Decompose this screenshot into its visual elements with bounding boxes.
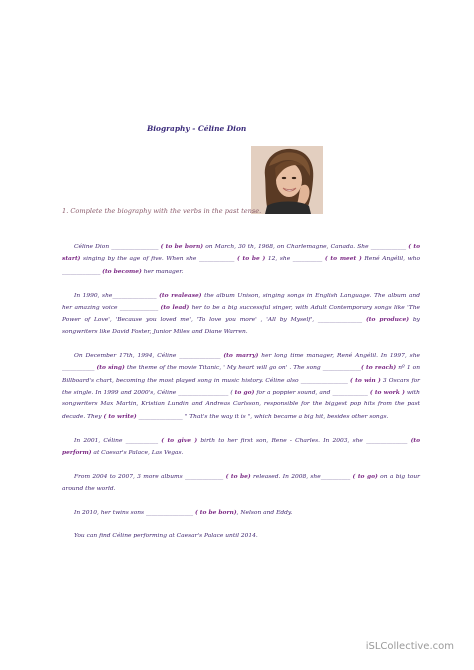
paragraph-text: the album Unison, singing songs in English Language. The album and her amazing voice _____________ — [62, 292, 420, 312]
verb-prompt: (to become) — [102, 267, 142, 275]
verb-prompt: ( to be ) — [236, 255, 266, 263]
paragraph-text: her manager. — [141, 268, 184, 275]
verb-prompt: ( to give ) — [161, 436, 198, 444]
verb-prompt: ( to reach) — [361, 364, 397, 372]
paragraph-text: the theme of the movie Titanic, ' My heart will go on' . The song _____________ — [124, 365, 362, 372]
worksheet-title: Biography - Céline Dion — [147, 124, 247, 133]
verb-prompt: (to sing) — [96, 364, 125, 372]
paragraph-text: nº 1 on Billboard's chart, becoming the most played song in music history. Céline also ________________ — [62, 365, 420, 384]
paragraph-text: From 2004 to 2007, 3 more albums _____________ — [74, 474, 226, 481]
verb-prompt: ( to meet ) — [324, 255, 362, 263]
verb-prompt: to go) — [234, 388, 255, 396]
biography-text — [62, 241, 420, 555]
biography-paragraph — [62, 507, 420, 519]
paragraph-text: You can find Céline performing at Caesar's Palace until 2014. — [74, 533, 258, 540]
paragraph-text: 12, she __________ — [265, 256, 325, 263]
biography-paragraph — [62, 471, 420, 495]
paragraph-text: on a big tour around the world. — [62, 474, 420, 492]
paragraph-text: In 1990, she_______________ — [74, 292, 160, 299]
paragraph-text: for a poppier sound, and ____________ — [254, 389, 370, 396]
paragraph-text: singing by the age of five. When she ____________ — [80, 256, 237, 263]
paragraph-text: with songwriters Max Martin, Kristian Lundin and Andreas Carlsson, responsible for the biggest pop hits from the past decade. They — [62, 389, 420, 420]
verb-prompt: (to lead) — [160, 304, 190, 312]
paragraph-text: _______________ " That's the way it is ", which became a big hit, besides other songs. — [136, 413, 389, 420]
biography-paragraph — [62, 435, 420, 460]
paragraph-text: her long time manager, René Angélil. In 1997, she ___________ — [62, 353, 420, 372]
paragraph-text: her to be a big successful singer, with Adult Contemporary songs like 'The Power of Love', 'Because you loved me', 'To love you more' , 'All by Myself', _______________ — [62, 305, 420, 324]
portrait-image — [251, 146, 323, 214]
verb-prompt: ( to work ) — [369, 388, 405, 396]
verb-prompt: ( to write) — [103, 412, 137, 420]
verb-prompt: (to perform) — [62, 436, 420, 457]
verb-prompt: ( to go) — [352, 473, 378, 481]
biography-paragraph — [62, 350, 420, 423]
paragraph-text: On December 17th, 1994, Céline ______________ — [74, 353, 224, 360]
paragraph-text: at Caesar's Palace, Las Vegas. — [91, 450, 184, 457]
exercise-instruction: 1. Complete the biography with the verbs in the past tense. — [62, 207, 262, 215]
paragraph-text: released. In 2008, she__________ — [250, 474, 353, 481]
paragraph-text: 3 Oscars for the single. In 1999 and 2000's, Céline _________________ ( — [62, 377, 420, 396]
verb-prompt: ( to start) — [62, 243, 420, 263]
celine-dion-photo — [251, 146, 323, 214]
verb-prompt: ( to be born) — [194, 509, 237, 517]
paragraph-text: René Angélil, who _____________ — [62, 256, 421, 275]
verb-prompt: (to marry) — [223, 352, 259, 360]
paragraph-text: by songwriters like David Foster, Junior Miles and Diane Warren. — [62, 317, 420, 335]
paragraph-text: In 2010, her twins sons ________________ — [74, 510, 195, 517]
verb-prompt: (to produce) — [365, 316, 410, 324]
biography-paragraph — [62, 290, 420, 338]
biography-paragraph — [62, 531, 420, 542]
verb-prompt: ( to be born) — [160, 243, 204, 250]
site-watermark: iSLCollective.com — [365, 641, 454, 652]
paragraph-text: birth to her first son, Rene - Charles. In 2003, she ______________ — [197, 437, 411, 444]
paragraph-text: Céline Dion ________________ — [74, 244, 161, 250]
paragraph-text: on March, 30 th, 1968, on Charlemagne, Canada. She ____________ — [203, 244, 409, 250]
paragraph-text: In 2001, Céline ___________ — [74, 437, 162, 444]
verb-prompt: ( to be) — [225, 473, 251, 481]
biography-paragraph — [62, 241, 420, 278]
verb-prompt: (to realease) — [159, 291, 202, 299]
paragraph-text: , Nelson and Eddy. — [236, 510, 293, 517]
verb-prompt: ( to win ) — [349, 376, 381, 384]
